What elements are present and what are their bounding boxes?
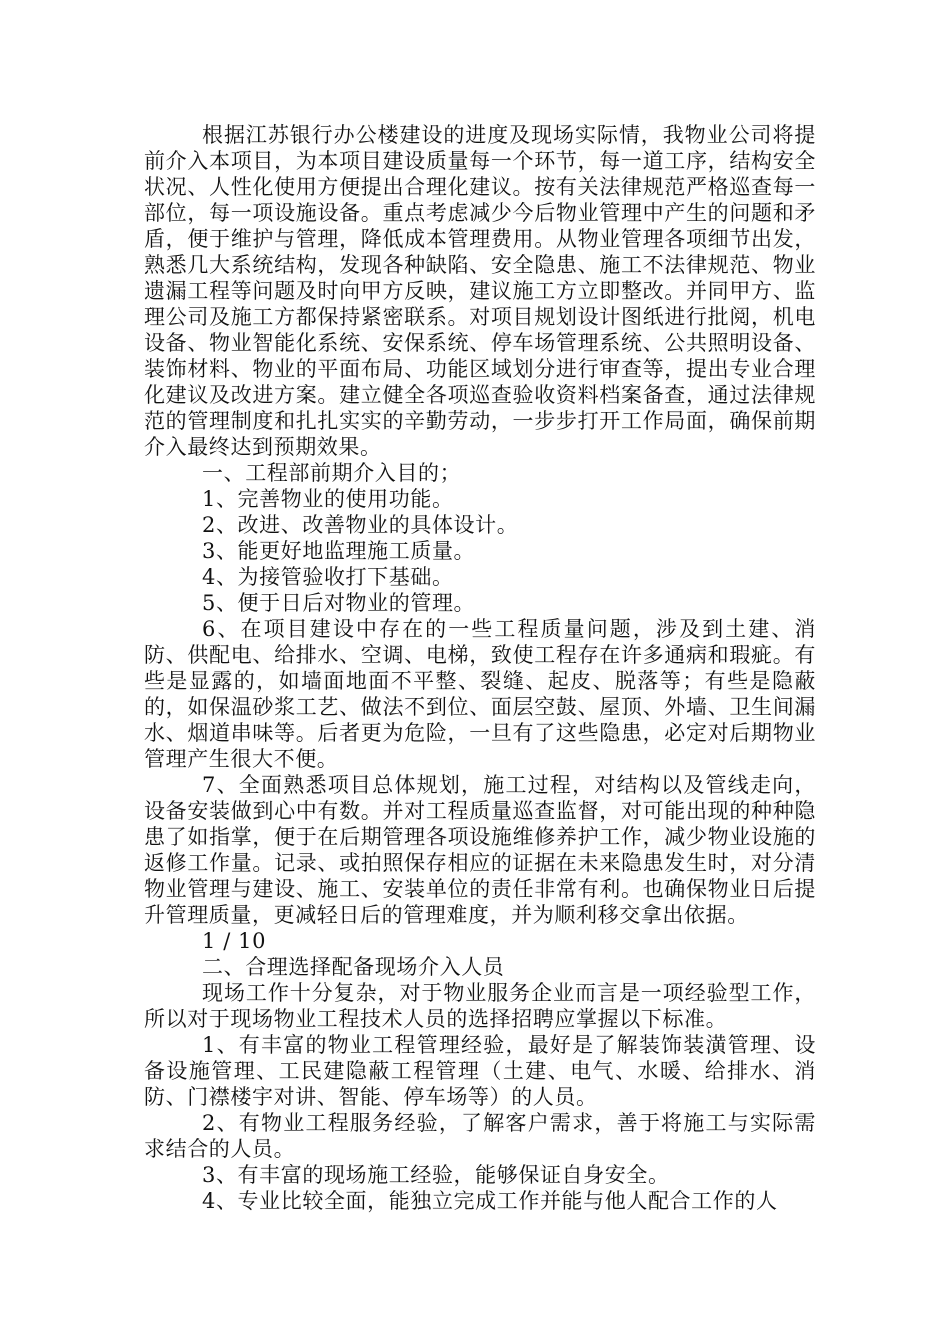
list-item: 1、完善物业的使用功能。 bbox=[202, 487, 454, 511]
list-item: 4、为接管验收打下基础。 bbox=[202, 565, 454, 589]
list-item: 6、在项目建设中存在的一些工程质量问题，涉及到土建、消防、供配电、给排水、空调、电梯，致使工程存在许多通病和瑕疵。有些是显露的，如墙面地面不平整、裂缝、起皮、脱落等；有些是隐蔽的，如保温砂浆工艺、做法不到位、面层空鼓、屋顶、外墙、卫生间漏水、烟道串味等。后者更为危险，一旦有了这些隐患，必定对后期物业管理产生很大不便。 bbox=[144, 617, 816, 771]
list-item: 1、有丰富的物业工程管理经验，最好是了解装饰装潢管理、设备设施管理、工民建隐蔽工程管理（土建、电气、水暖、给排水、消防、门襟楼宇对讲、智能、停车场等）的人员。 bbox=[144, 1033, 816, 1109]
list-item: 2、改进、改善物业的具体设计。 bbox=[202, 513, 519, 537]
list-item: 4、专业比较全面，能独立完成工作并能与他人配合工作的人 bbox=[202, 1189, 778, 1213]
list-item: 5、便于日后对物业的管理。 bbox=[202, 591, 476, 615]
list-item: 2、有物业工程服务经验，了解客户需求，善于将施工与实际需求结合的人员。 bbox=[144, 1111, 816, 1161]
page-number: 1 / 10 bbox=[202, 929, 267, 953]
document-body bbox=[144, 122, 816, 1214]
list-item: 7、全面熟悉项目总体规划，施工过程，对结构以及管线走向，设备安装做到心中有数。并对工程质量巡查监督，对可能出现的种种隐患了如指掌，便于在后期管理各项设施维修养护工作，减少物业设施的返修工作量。记录、或拍照保存相应的证据在未来隐患发生时，对分清物业管理与建设、施工、安装单位的责任非常有利。也确保物业日后提升管理质量，更减轻日后的管理难度，并为顺利移交拿出依据。 bbox=[144, 773, 816, 927]
list-item: 3、有丰富的现场施工经验，能够保证自身安全。 bbox=[202, 1163, 670, 1187]
list-item: 3、能更好地监理施工质量。 bbox=[202, 539, 476, 563]
intro-paragraph: 根据江苏银行办公楼建设的进度及现场实际情，我物业公司将提前介入本项目，为本项目建设质量每一个环节，每一道工序，结构安全状况、人性化使用方便提出合理化建议。按有关法律规范严格巡查每一部位，每一项设施设备。重点考虑减少今后物业管理中产生的问题和矛盾，便于维护与管理，降低成本管理费用。从物业管理各项细节出发，熟悉几大系统结构，发现各种缺陷、安全隐患、施工不法律规范、物业遗漏工程等问题及时向甲方反映，建议施工方立即整改。并同甲方、监理公司及施工方都保持紧密联系。对项目规划设计图纸进行批阅，机电设备、物业智能化系统、安保系统、停车场管理系统、公共照明设备、装饰材料、物业的平面布局、功能区域划分进行审查等，提出专业合理化建议及改进方案。建立健全各项巡查验收资料档案备查，通过法律规范的管理制度和扎扎实实的辛勤劳动，一步步打开工作局面，确保前期介入最终达到预期效果。 bbox=[144, 123, 816, 459]
section-heading-1: 一、工程部前期介入目的； bbox=[202, 461, 462, 485]
section-heading-2: 二、合理选择配备现场介入人员 bbox=[202, 955, 505, 979]
body-paragraph: 现场工作十分复杂，对于物业服务企业而言是一项经验型工作，所以对于现场物业工程技术人员的选择招聘应掌握以下标准。 bbox=[144, 981, 816, 1031]
